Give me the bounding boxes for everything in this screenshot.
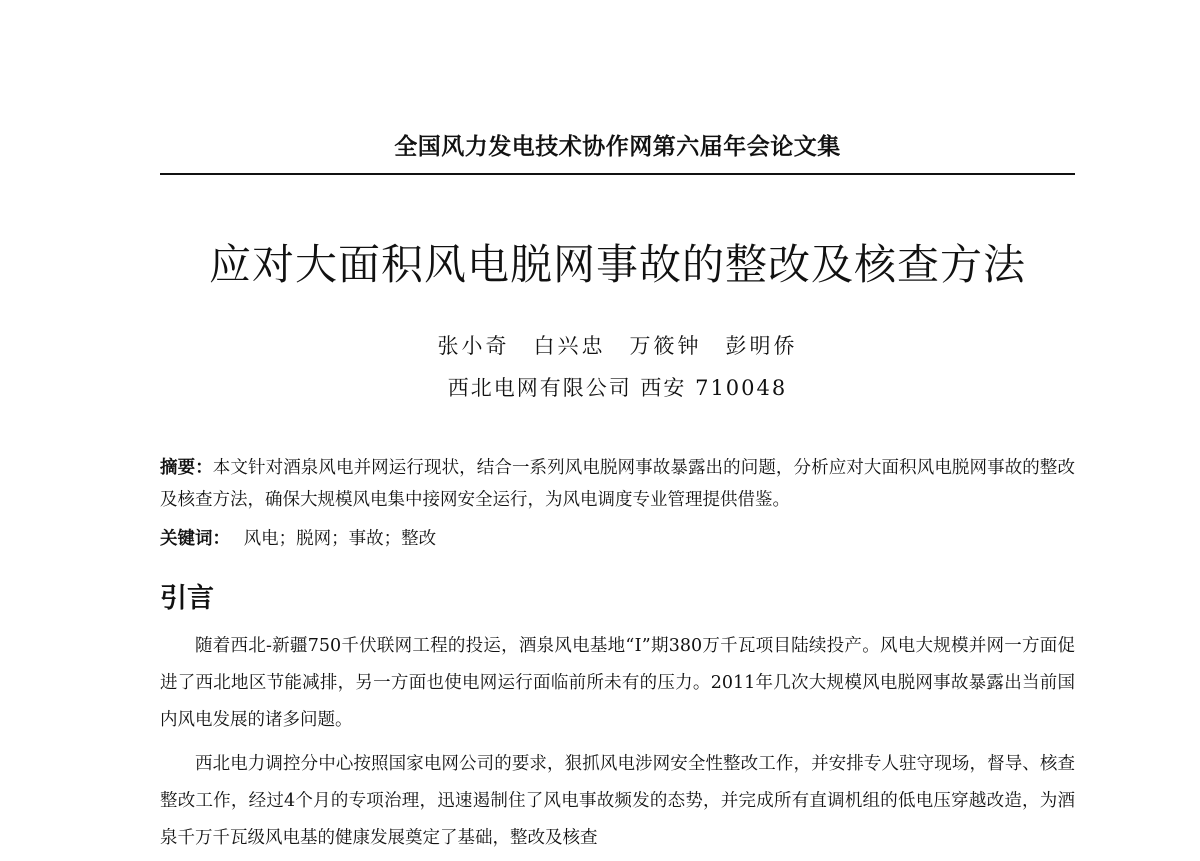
keywords [160, 524, 1075, 554]
body-paragraph: 西北电力调控分中心按照国家电网公司的要求，狠抓风电涉网安全性整改工作，并安排专人驻守现场，督导、核查整改工作，经过4个月的专项治理，迅速遏制住了风电事故频发的态势，并完成所有直调机组的低电压穿越改造，为酒泉千万千瓦级风电基的健康发展奠定了基础，整改及核查 [160, 754, 1075, 848]
abstract-label: 摘要： [160, 458, 213, 478]
body-paragraph: 随着西北-新疆750千伏联网工程的投运，酒泉风电基地“Ⅰ”期380万千瓦项目陆续投产。风电大规模并网一方面促进了西北地区节能减排，另一方面也使电网运行面临前所未有的压力。2011年几次大规模风电脱网事故暴露出当前国内风电发展的诸多问题。 [160, 636, 1075, 730]
abstract-text: 本文针对酒泉风电并网运行现状，结合一系列风电脱网事故暴露出的问题，分析应对大面积风电脱网事故的整改及核查方法，确保大规模风电集中接网安全运行，为风电调度专业管理提供借鉴。 [160, 458, 1075, 510]
keywords-text: 风电；脱网；事故；整改 [243, 529, 437, 549]
header-rule [160, 173, 1075, 175]
keywords-label: 关键词： [160, 529, 230, 549]
section-heading-introduction: 引言 [160, 583, 214, 614]
paper-title: 应对大面积风电脱网事故的整改及核查方法 [208, 240, 1026, 289]
author-list: 张小奇 白兴忠 万筱钟 彭明侨 [437, 334, 798, 358]
abstract [160, 452, 1075, 516]
affiliation: 西北电网有限公司 西安 710048 [447, 376, 788, 400]
running-head: 全国风力发电技术协作网第六届年会论文集 [394, 134, 841, 160]
